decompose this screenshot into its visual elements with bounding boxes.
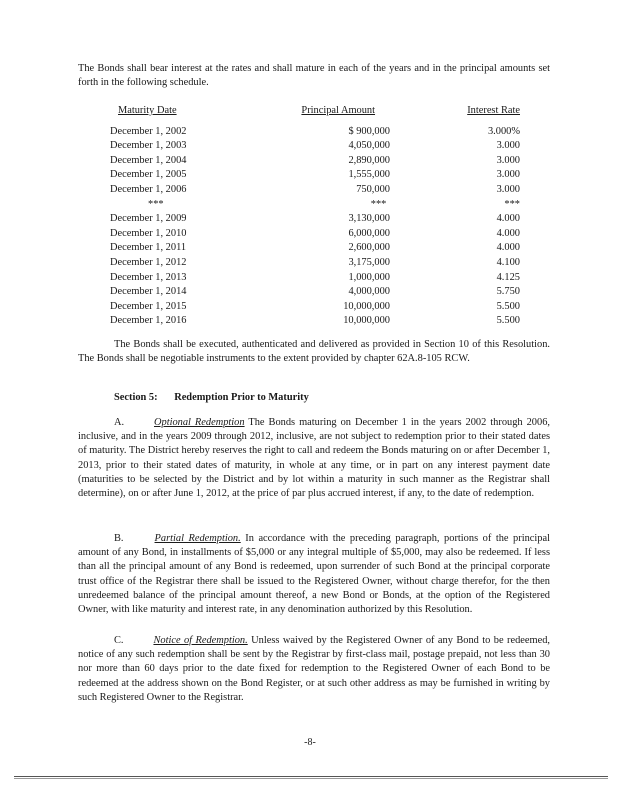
table-row — [110, 271, 520, 286]
cell-maturity-date: December 1, 2009 — [110, 213, 187, 225]
cell-principal-amount: 2,600,000 — [348, 242, 390, 254]
cell-maturity-date: December 1, 2011 — [110, 242, 187, 254]
paragraph-text: Unless waived by the Registered Owner of any Bond to be redeemed, notice of any such redemption shall be sent by the Registrar by first-class mail, postage prepaid, not less than 30 nor more than 60 days prior to the date fixed for redemption to the Registered Owner of each Bond to be redeemed at the address shown on the Bond Register, or at such other address as may be furnished in writing by such Registered Owner to the Registrar. — [78, 635, 550, 703]
table-row — [110, 125, 520, 140]
table-row — [110, 198, 520, 213]
header-interest-rate: Interest Rate — [467, 105, 520, 116]
header-maturity-date: Maturity Date — [118, 105, 177, 116]
cell-interest-rate: 4.000 — [496, 242, 520, 254]
table-row — [110, 314, 520, 329]
paragraph-partial-redemption — [78, 532, 550, 617]
cell-principal-amount: 1,000,000 — [348, 271, 390, 283]
paragraph-label: Partial Redemption. — [154, 533, 241, 544]
cell-principal-amount: 3,175,000 — [348, 256, 390, 268]
table-row — [110, 227, 520, 242]
cell-principal-amount: 10,000,000 — [343, 315, 390, 327]
intro-paragraph: The Bonds shall bear interest at the rates and shall mature in each of the years and in the principal amounts set forth in the following schedule. — [78, 63, 550, 89]
cell-principal-amount: 4,050,000 — [348, 140, 390, 152]
cell-maturity-date: December 1, 2014 — [110, 286, 187, 298]
cell-maturity-date: *** — [148, 198, 164, 210]
page-number: -8- — [304, 737, 316, 748]
cell-maturity-date: December 1, 2013 — [110, 271, 187, 283]
paragraph-letter: B. — [114, 533, 124, 544]
cell-maturity-date: December 1, 2012 — [110, 256, 187, 268]
cell-maturity-date: December 1, 2004 — [110, 154, 187, 166]
cell-maturity-date: December 1, 2010 — [110, 227, 187, 239]
cell-interest-rate: 4.100 — [496, 256, 520, 268]
cell-interest-rate: 4.000 — [496, 213, 520, 225]
cell-interest-rate: 3.000 — [496, 140, 520, 152]
cell-principal-amount: 10,000,000 — [343, 300, 390, 312]
table-row — [110, 183, 520, 198]
table-body — [110, 125, 520, 329]
table-row — [110, 168, 520, 183]
maturity-schedule-table — [110, 104, 520, 329]
section-heading — [114, 392, 309, 403]
cell-interest-rate: 3.000 — [496, 183, 520, 195]
execution-paragraph: The Bonds shall be executed, authenticated and delivered as provided in Section 10 of this Resolution. The Bonds shall be negotiable instruments to the extent provided by chapter 62A.8-105 RCW. — [78, 339, 550, 365]
cell-interest-rate: 4.000 — [496, 227, 520, 239]
table-row — [110, 256, 520, 271]
cell-principal-amount: 4,000,000 — [348, 286, 390, 298]
cell-interest-rate: 4.125 — [496, 271, 520, 283]
table-row — [110, 285, 520, 300]
cell-interest-rate: 5.500 — [496, 300, 520, 312]
cell-principal-amount: 2,890,000 — [348, 154, 390, 166]
paragraph-label: Optional Redemption — [154, 417, 245, 428]
table-row — [110, 241, 520, 256]
paragraph-letter: A. — [114, 417, 125, 428]
cell-interest-rate: 3.000% — [487, 125, 520, 137]
paragraph-optional-redemption — [78, 416, 550, 501]
cell-maturity-date: December 1, 2016 — [110, 315, 187, 327]
cell-principal-amount: $ 900,000 — [348, 125, 390, 137]
paragraph-letter: C. — [114, 635, 124, 646]
cell-interest-rate: 5.500 — [496, 315, 520, 327]
table-header-row — [110, 104, 520, 119]
cell-interest-rate: 3.000 — [496, 169, 520, 181]
cell-maturity-date: December 1, 2002 — [110, 125, 187, 137]
footer-rule — [14, 776, 608, 777]
cell-maturity-date: December 1, 2006 — [110, 183, 187, 195]
paragraph-notice-of-redemption — [78, 634, 550, 705]
table-row — [110, 154, 520, 169]
cell-principal-amount: 1,555,000 — [348, 169, 390, 181]
section-title: Redemption Prior to Maturity — [174, 392, 309, 403]
footer-rule-secondary — [14, 778, 608, 779]
cell-principal-amount: 3,130,000 — [348, 213, 390, 225]
cell-principal-amount: *** — [370, 198, 387, 210]
cell-interest-rate: 5.750 — [496, 286, 520, 298]
header-principal-amount: Principal Amount — [301, 105, 376, 116]
cell-interest-rate: *** — [504, 198, 520, 210]
section-number: Section 5: — [114, 392, 158, 403]
table-row — [110, 139, 520, 154]
cell-interest-rate: 3.000 — [496, 154, 520, 166]
cell-maturity-date: December 1, 2005 — [110, 169, 187, 181]
table-row — [110, 300, 520, 315]
cell-principal-amount: 750,000 — [356, 183, 390, 195]
paragraph-text: The Bonds maturing on December 1 in the years 2002 through 2006, inclusive, and in the years 2009 through 2012, inclusive, are not subject to redemption prior to their stated dates of maturity. The District hereby reserves the right to call and redeem the Bonds maturing on or after December 1, 2013, prior to their stated dates of maturity, in whole at any time, or in part on any interest payment date (maturities to be selected by the District and by lot within a maturity in such manner as the Registrar shall determine), on or after June 1, 2012, at the price of par plus accrued interest, if any, to the date of redemption. — [78, 417, 550, 500]
table-row — [110, 212, 520, 227]
paragraph-text: In accordance with the preceding paragraph, portions of the principal amount of any Bond, in installments of $5,000 or any integral multiple of $5,000, may also be redeemed. If less than all the principal amount of any Bond is redeemed, upon surrender of such Bond at the principal corporate trust office of the Registrar there shall be issued to the Registered Owner, without charge therefor, for the then unredeemed balance of the principal amount thereof, a new Bond or Bonds, at the option of the Registered Owner, with like maturity and interest rate, in any denomination authorized by this Resolution. — [78, 533, 550, 616]
cell-maturity-date: December 1, 2003 — [110, 140, 187, 152]
paragraph-label: Notice of Redemption. — [153, 635, 248, 646]
cell-maturity-date: December 1, 2015 — [110, 300, 187, 312]
cell-principal-amount: 6,000,000 — [348, 227, 390, 239]
